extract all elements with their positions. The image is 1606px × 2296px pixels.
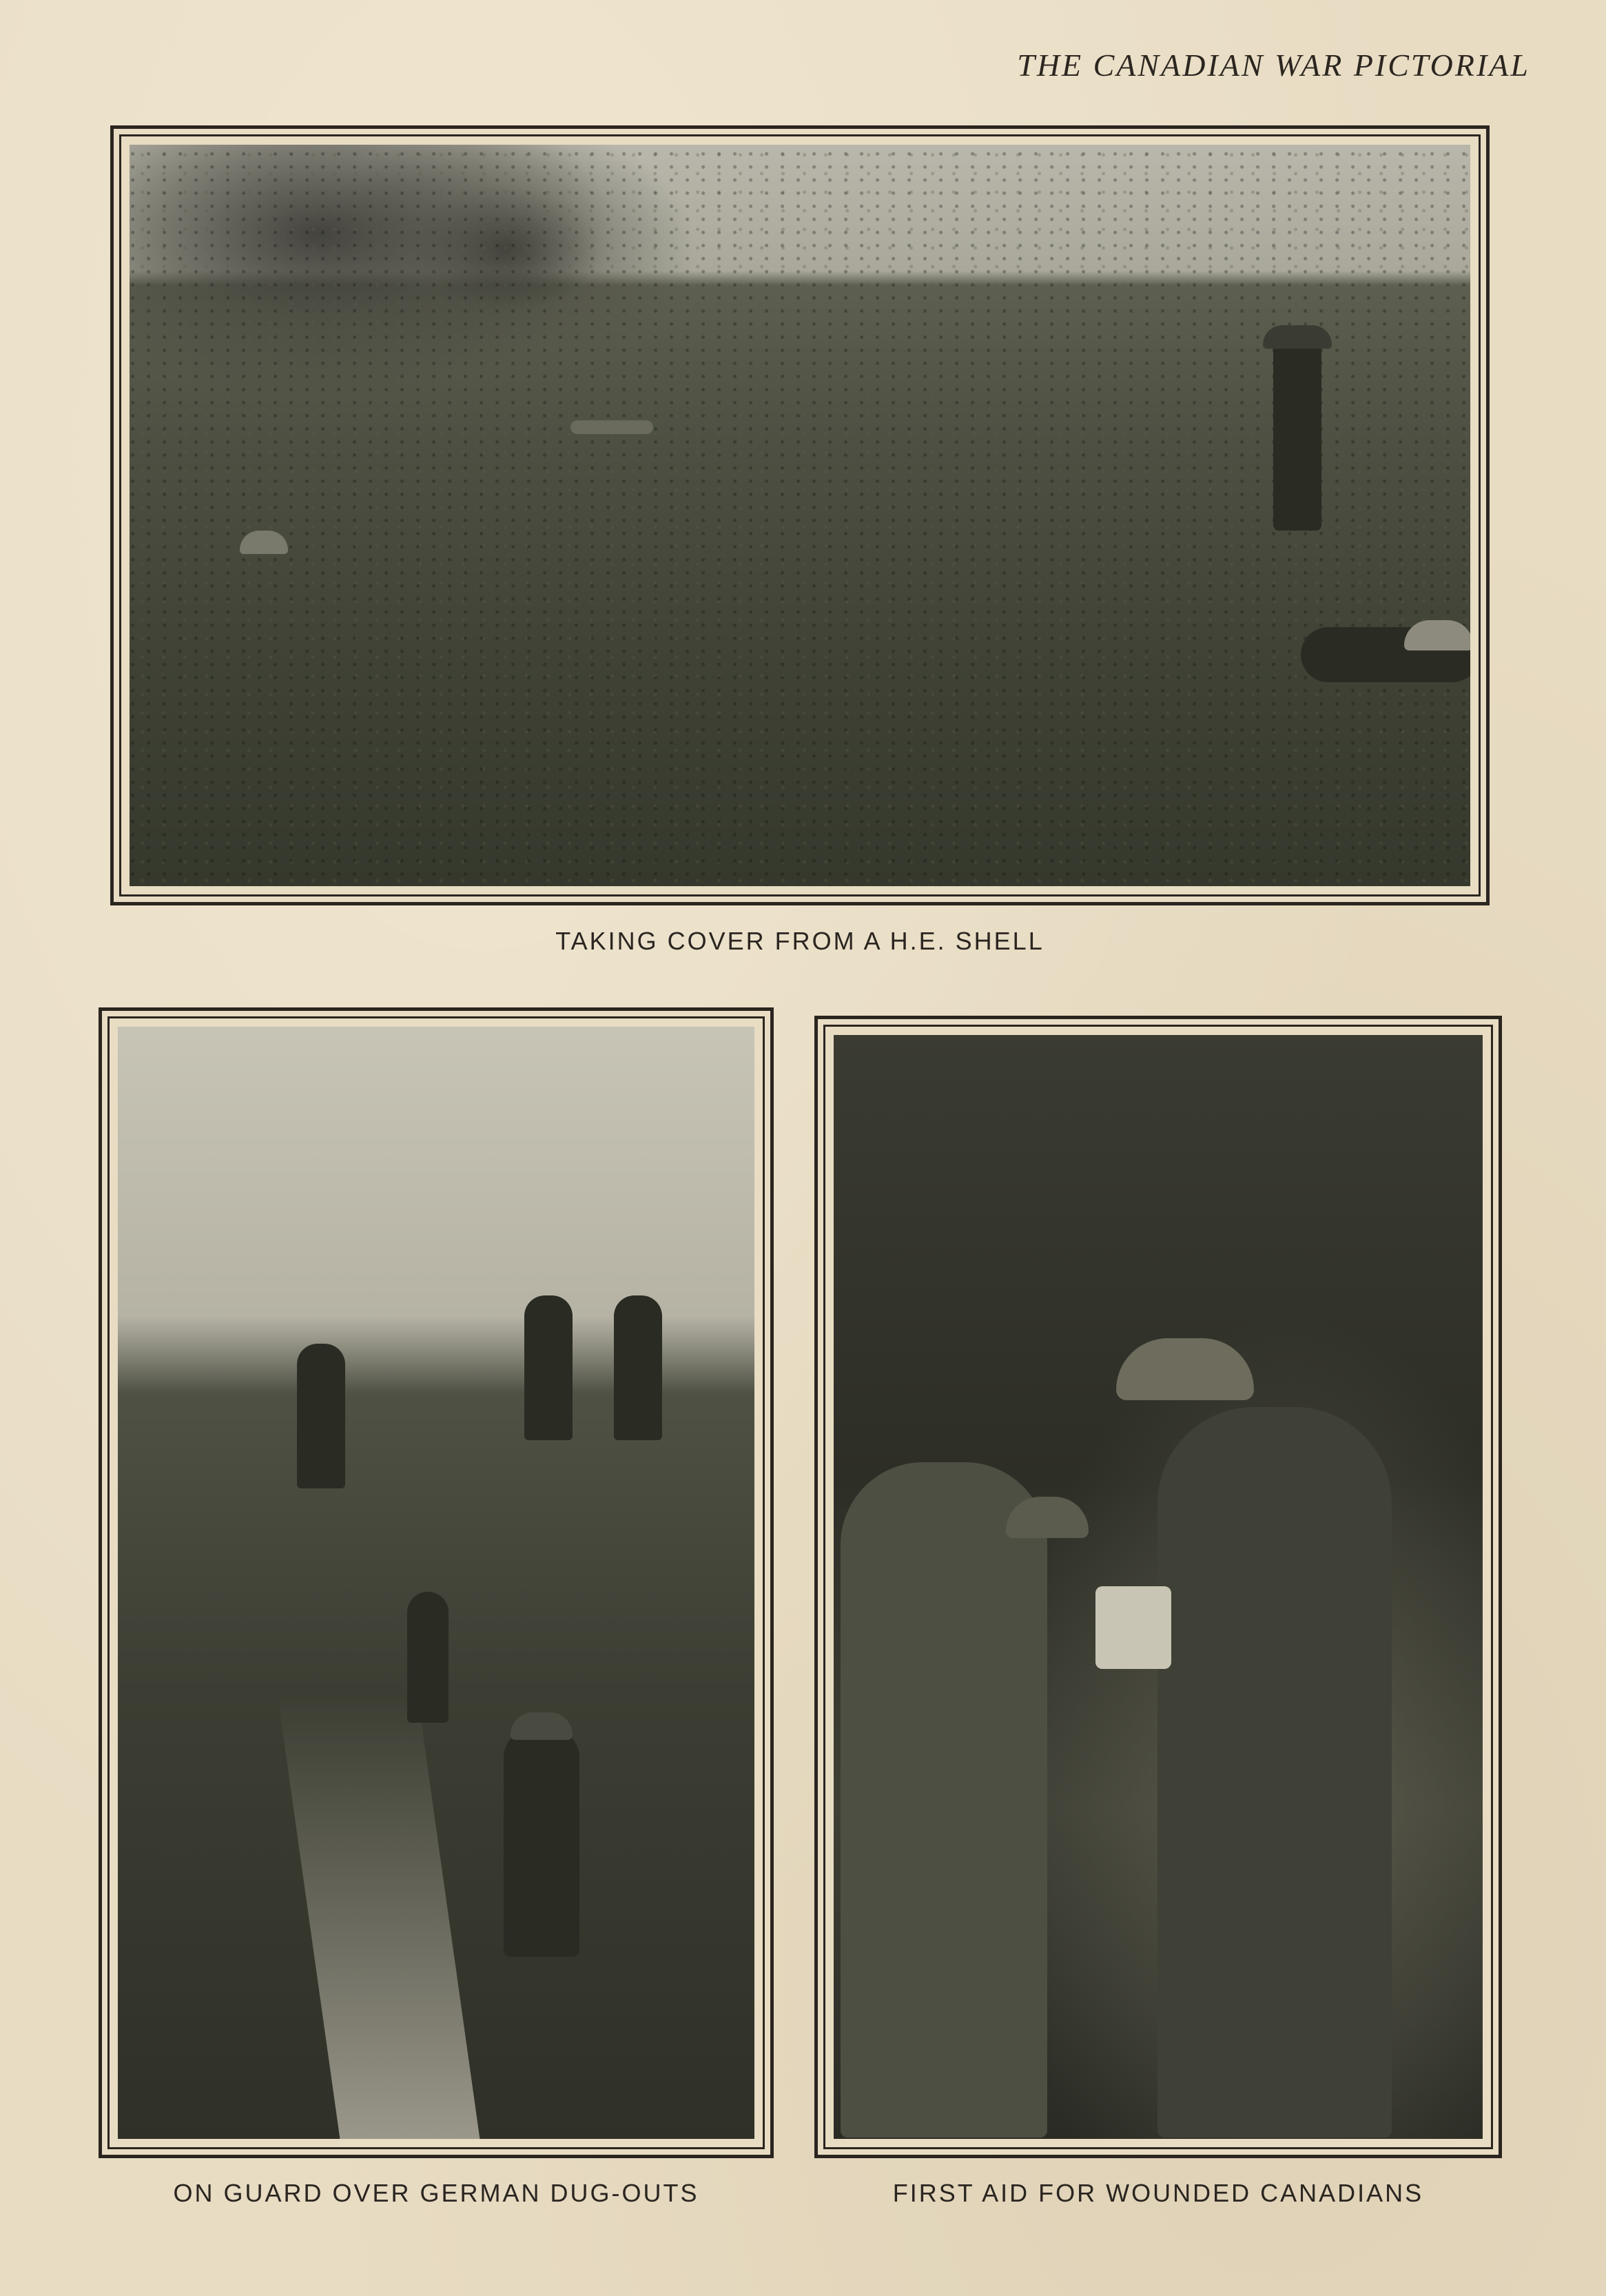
- photo-texture: [130, 145, 1470, 886]
- soldier-figure: [504, 1730, 579, 1957]
- soldier-helmet: [1263, 325, 1332, 349]
- photo-frame-inner: [823, 1025, 1493, 2149]
- soldier-helmet: [1404, 620, 1470, 650]
- soldier-figure: [841, 1462, 1047, 2138]
- publication-title: THE CANADIAN WAR PICTORIAL: [1017, 48, 1530, 83]
- caption-taking-cover: TAKING COVER FROM A H.E. SHELL: [555, 927, 1044, 955]
- trench-path: [278, 1694, 480, 2139]
- soldier-helmet: [570, 420, 653, 434]
- soldier-figure: [1157, 1407, 1392, 2138]
- photo-frame-taking-cover: [110, 125, 1490, 905]
- soldier-helmet: [511, 1712, 573, 1740]
- photo-frame-on-guard: [99, 1007, 774, 2158]
- soldier-figure: [524, 1295, 573, 1440]
- caption-on-guard: ON GUARD OVER GERMAN DUG-OUTS: [173, 2179, 699, 2207]
- photo-on-guard: [118, 1027, 754, 2139]
- soldier-helmet: [1116, 1338, 1254, 1400]
- soldier-figure: [297, 1344, 345, 1488]
- photo-frame-first-aid: [814, 1016, 1502, 2158]
- soldier-figure: [407, 1592, 449, 1723]
- photo-taking-cover: [130, 145, 1470, 886]
- soldier-figure: [1273, 331, 1321, 531]
- soldier-figure: [614, 1295, 662, 1440]
- caption-first-aid: FIRST AID FOR WOUNDED CANADIANS: [892, 2179, 1424, 2207]
- photo-frame-inner: [119, 134, 1481, 896]
- photo-first-aid: [834, 1035, 1483, 2139]
- bandage: [1095, 1586, 1171, 1669]
- photo-frame-inner: [107, 1016, 765, 2149]
